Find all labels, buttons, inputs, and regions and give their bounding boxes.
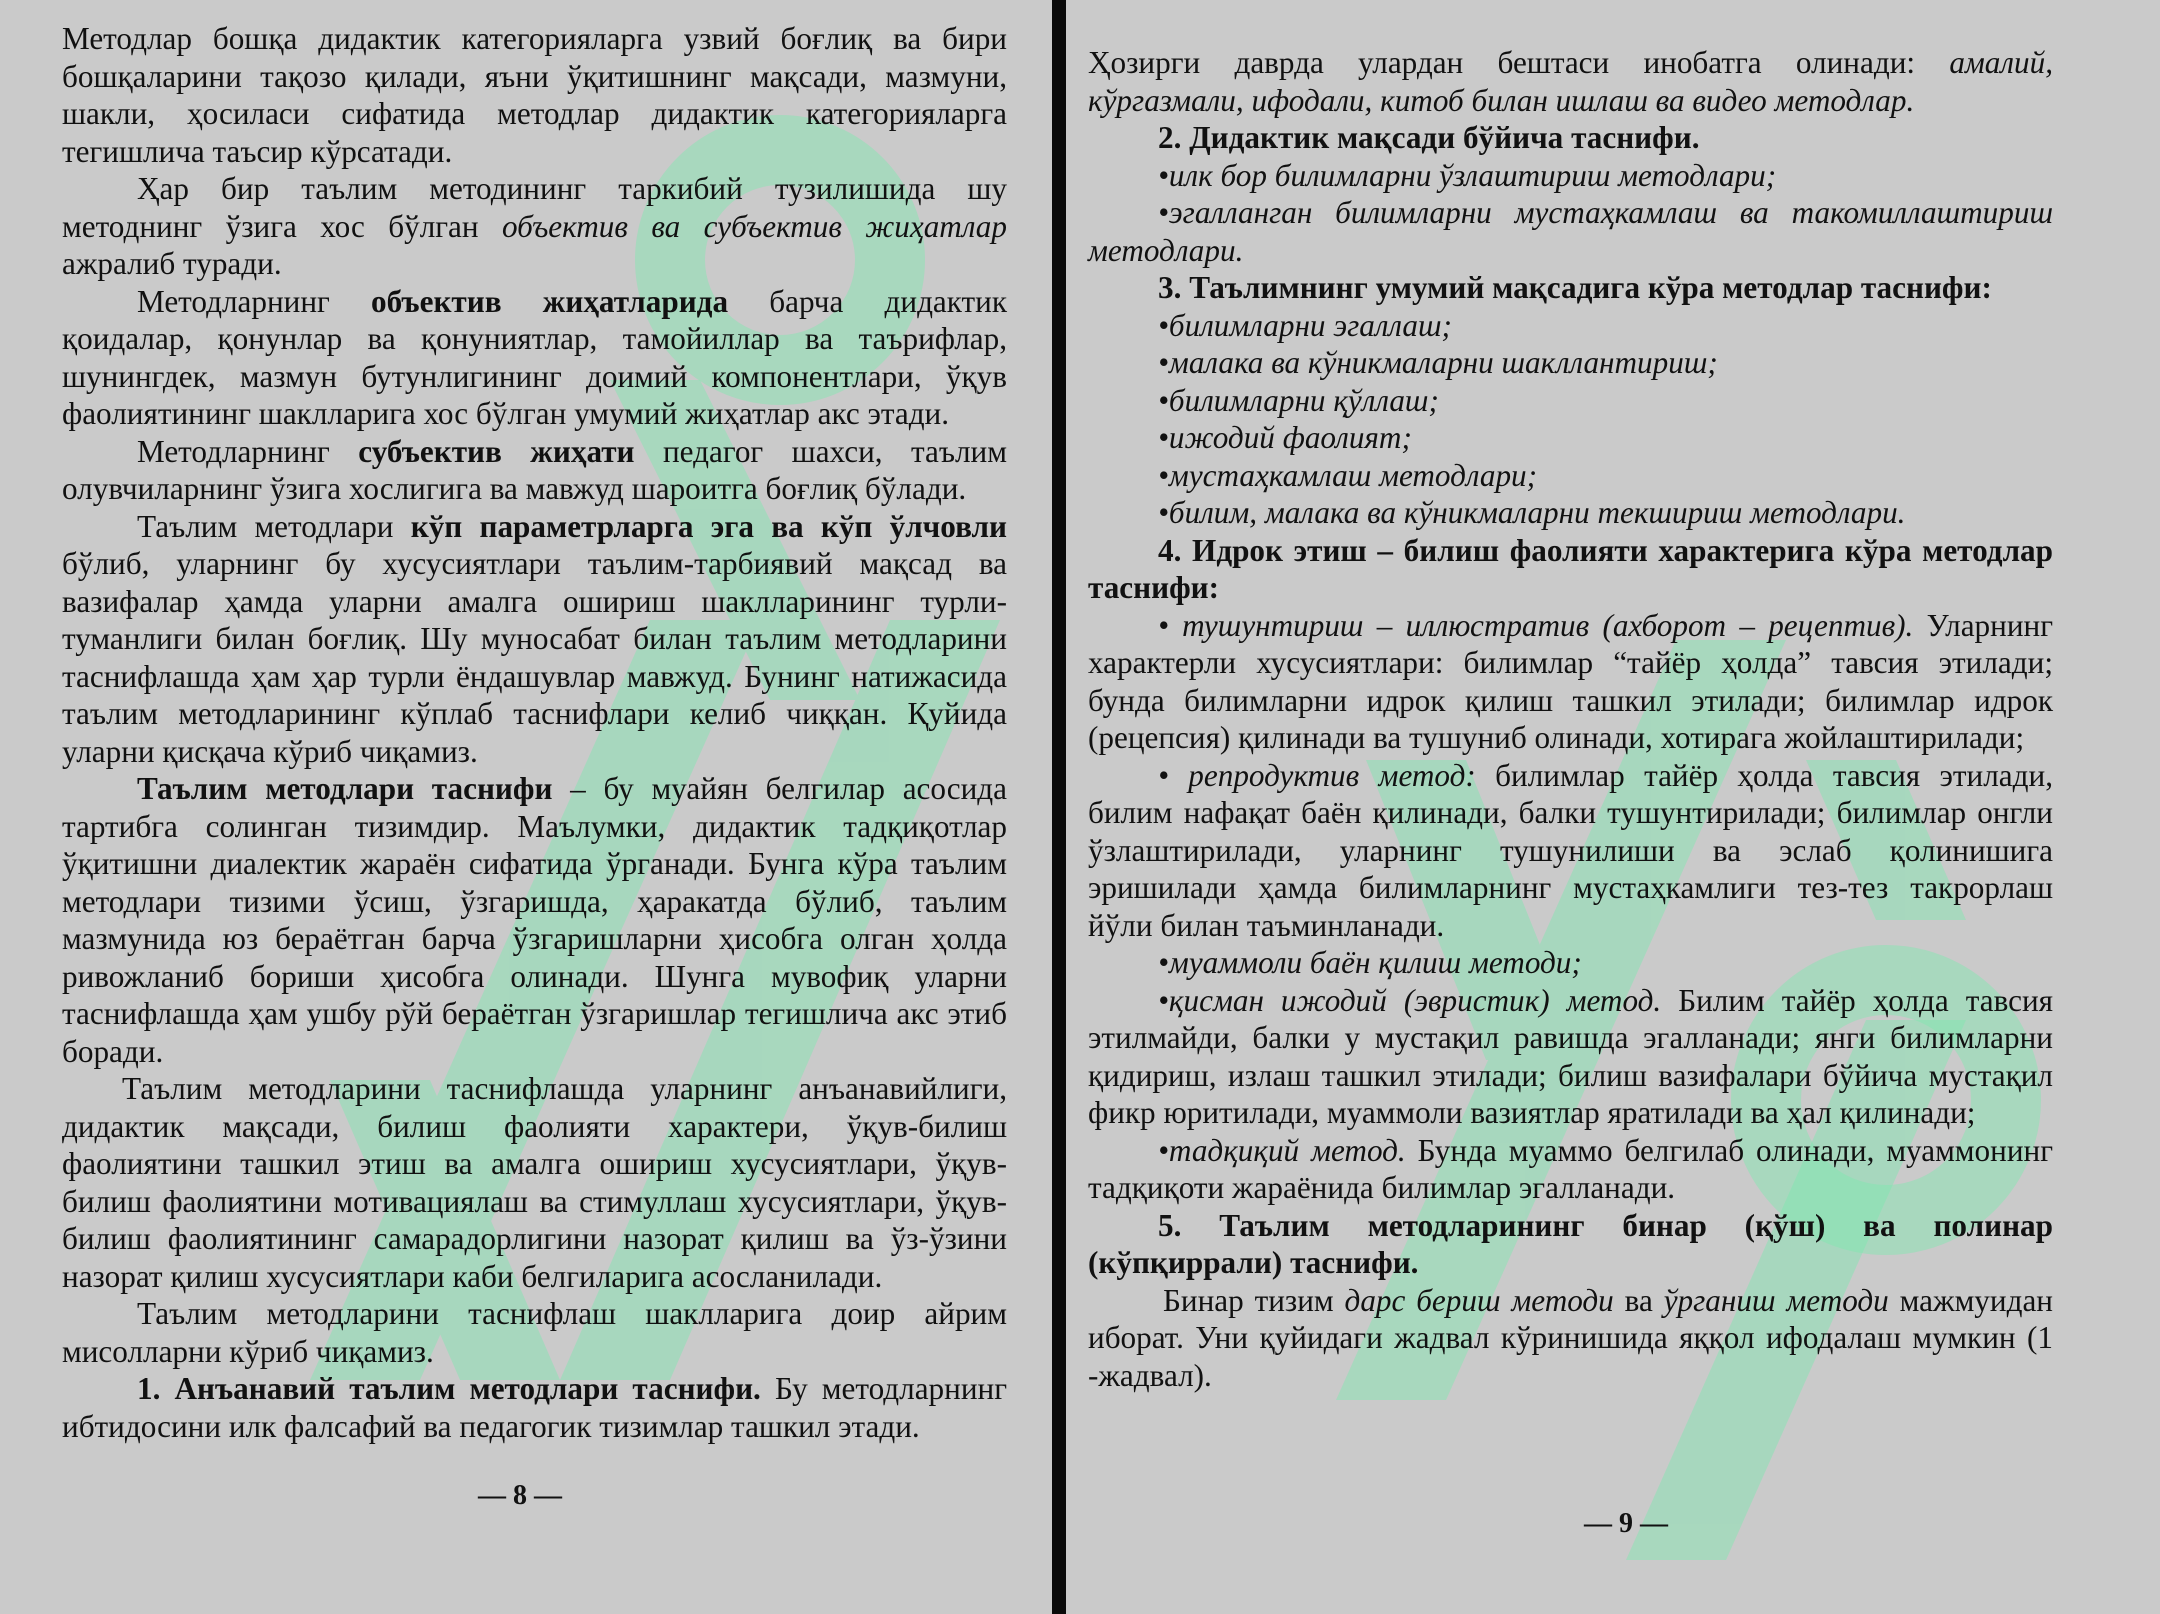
emphasis-text: объектив ва субъектив жиҳатлар	[501, 208, 1007, 244]
emphasis-text: дарс бериш методи	[1344, 1282, 1614, 1318]
page-number: — 9 —	[1584, 1508, 1668, 1539]
paragraph-text: Методлар бошқа дидактик категорияларга узвий боғлиқ ва бири бошқаларини тақозо қилади, яъни ўқитишнинг мақсади, мазмуни, шакли, ҳосиласи сифатида методлар дидактик категорияларга тегишлича таъсир кўрсатади.	[62, 21, 1007, 169]
paragraph-text: – бу муайян белгилар асосида тартибга солинган тизимдир. Маълумки, дидактик тадқиқотлар ўқитишни диалектик жараён сифатида ўрганади. Бунга кўра таълим методлари тизими ўсиш, ўзгаришда, ҳаракатда бўлиб, таълим мазмунида юз бераётган барча ўзгаришларни ҳисобга олган ҳолда ривожланиб бориши ҳисобга олинади. Шунга мувофиқ уларни таснифлашда ҳам ушбу рўй бераётган ўзгаришлар тегишлича акс этиб боради.	[62, 771, 1007, 1069]
list-item-text: •билимларни қўллаш;	[1158, 382, 1439, 418]
paragraph-text: Бу методларнинг ибтидосини илк фалсафий ва педагогик тизимлар ташкил этади.	[62, 1371, 1007, 1444]
paragraph	[62, 1370, 1007, 1445]
list-item-text: Билим тайёр ҳолда тавсия этилмайди, балки у мустақил равишда эгалланади; янги билимларни қидириш, излаш ташкил этилади; билиш вазифалари бўйича мустақил фикр юритилади, муаммоли вазиятлар яратилади ва ҳал қилинади;	[1088, 982, 2054, 1130]
list-item	[1088, 457, 2053, 495]
paragraph	[62, 283, 1007, 433]
list-item-text: Уларнинг характерли хусусиятлари: билимлар “тайёр ҳолда” тавсия этилади; бунда билимларни идрок қилиш ташкил этилади; билимлар идрок (рецепсия) қилинади ва тушуниб олинади, хотирага жойлаштирилади;	[1088, 607, 2053, 755]
paragraph-text: Таълим методларини таснифлаш шаклларига доир айрим мисолларни кўриб чиқамиз.	[62, 1296, 1007, 1369]
section-heading: 1. Анъанавий таълим методлари таснифи.	[137, 1371, 761, 1406]
bold-term: Таълим методлари таснифи	[137, 771, 553, 806]
section-heading: 2. Дидактик мақсади бўйича таснифи.	[1158, 120, 1700, 155]
list-item-term: •муаммоли баён қилиш методи;	[1158, 945, 1582, 980]
list-item	[1088, 607, 2053, 757]
bold-term: кўп параметрларга эга ва кўп ўлчовли	[410, 508, 1007, 544]
paragraph	[62, 1070, 1007, 1295]
emphasis-text: амалий, кўргазмали, ифодали, китоб билан ишлаш ва видео методлар.	[1088, 45, 2053, 118]
section-heading: 3. Таълимнинг умумий мақсадига кўра методлар таснифи:	[1158, 270, 1992, 305]
paragraph-text: мажмуидан иборат. Уни қуйидаги жадвал кўринишида яққол ифодалаш мумкин (1 -жадвал).	[1088, 1282, 2053, 1393]
list-item	[1088, 982, 2053, 1132]
list-item-term: •тадқиқий метод.	[1158, 1132, 1406, 1168]
left-page-text	[62, 20, 1007, 1445]
paragraph-text: Ҳар бир таълим методининг таркибий тузилишида шу методнинг ўзига хос бўлган	[62, 171, 1007, 244]
section-heading: 4. Идрок этиш – билиш фаолияти характерига кўра методлар таснифи:	[1088, 532, 2053, 605]
paragraph-text: Ҳозирги даврда улардан бештаси инобатга олинади:	[1088, 45, 1950, 80]
page-number: — 8 —	[478, 1480, 562, 1511]
list-item	[1088, 307, 2053, 345]
right-page	[1066, 0, 2160, 1614]
list-item	[1088, 344, 2053, 382]
paragraph	[1088, 44, 2053, 119]
list-item	[1088, 419, 2053, 457]
book-gutter	[1052, 0, 1066, 1614]
paragraph-text: Таълим методлари	[137, 508, 411, 544]
paragraph-text: Таълим методларини таснифлашда уларнинг анъанавийлиги, дидактик мақсади, билиш фаолияти характери, ўқув-билиш фаолиятини ташкил этиш ва амалга ошириш хусусиятлари, ўқув-билиш фаолиятини мотивациялаш ва стимуллаш хусусиятлари, ўқув-билиш фаолиятининг самарадорлигини назорат қилиш ва ўз-ўзини назорат қилиш хусусиятлари каби белгиларига асосланилади.	[62, 1071, 1007, 1294]
list-item-text: •билим, малака ва кўникмаларни текшириш методлари.	[1158, 495, 1906, 530]
paragraph	[62, 170, 1007, 283]
list-item	[1088, 494, 2053, 532]
list-item-text: •билимларни эгаллаш;	[1158, 307, 1452, 343]
left-page	[0, 0, 1052, 1614]
right-page-text	[1088, 44, 2053, 1394]
list-item	[1088, 944, 2053, 982]
list-item-term: • тушунтириш – иллюстратив (ахборот – рецептив).	[1158, 607, 1914, 643]
list-item	[1088, 382, 2053, 420]
list-item-text: •малака ва кўникмаларни шакллантириш;	[1158, 345, 1718, 380]
paragraph	[1088, 1282, 2053, 1395]
list-item-text: •эгалланган билимларни мустаҳкамлаш ва такомиллаштириш методлари.	[1088, 195, 2053, 268]
list-item-text: •илк бор билимларни ўзлаштириш методлари;	[1158, 157, 1777, 193]
list-item	[1088, 157, 2053, 195]
section-heading: 5. Таълим методларининг бинар (қўш) ва полинар (кўпқиррали) таснифи.	[1088, 1207, 2053, 1280]
paragraph-text: Методларнинг	[137, 283, 372, 319]
list-item	[1088, 757, 2053, 945]
list-item-text: билимлар тайёр ҳолда тавсия этилади, билим нафақат баён қилинади, балки тушунтирилади; билимлар онгли ўзлаштирилади, уларнинг тушунилиши ва эслаб қолинишига эришилади ҳамда билимларнинг мустаҳкамлиги тез-тез такрорлаш йўли билан таъминланади.	[1088, 757, 2053, 943]
paragraph-text: Бинар тизим	[1163, 1282, 1345, 1318]
paragraph	[62, 508, 1007, 771]
bold-term: субъектив жиҳати	[358, 433, 635, 469]
paragraph-text: ажралиб туради.	[62, 246, 282, 281]
paragraph	[62, 770, 1007, 1070]
paragraph	[62, 433, 1007, 508]
paragraph	[62, 1295, 1007, 1370]
emphasis-text: ўрганиш методи	[1663, 1282, 1889, 1318]
paragraph-text: барча дидактик қоидалар, қонунлар ва қонуниятлар, тамойиллар ва таърифлар, шунингдек, мазмун бутунлигининг доимий компонентлари, ўқув фаолиятининг шаклларига хос бўлган умумий жиҳатлар акс этади.	[62, 283, 1007, 431]
list-item-term: • репродуктив метод:	[1158, 757, 1476, 793]
list-item-text: •ижодий фаолият;	[1158, 420, 1412, 455]
list-item-term: •қисман ижодий (эвристик) метод.	[1158, 982, 1662, 1018]
paragraph-text: Методларнинг	[137, 433, 359, 469]
list-item	[1088, 194, 2053, 269]
paragraph-text: ва	[1613, 1282, 1664, 1318]
bold-term: объектив жиҳатларида	[371, 283, 729, 319]
list-item	[1088, 1132, 2053, 1207]
paragraph-text: бўлиб, уларнинг бу хусусиятлари таълим-тарбиявий мақсад ва вазифалар ҳамда уларни амалга ошириш шаклларининг турли-туманлиги билан боғлиқ. Шу муносабат билан таълим методларини таснифлашда ҳам ҳар турли ёндашувлар мавжуд. Бунинг натижасида таълим методларининг кўплаб таснифлари келиб чиққан. Қуйида уларни қисқача кўриб чиқамиз.	[62, 546, 1007, 769]
list-item-text: •мустаҳкамлаш методлари;	[1158, 457, 1538, 493]
list-item-text: Бунда муаммо белгилаб олинади, муаммонинг тадқиқоти жараёнида билимлар эгалланади.	[1088, 1132, 2054, 1205]
paragraph-text: педагог шахси, таълим олувчиларнинг ўзига хослигига ва мавжуд шароитга боғлиқ бўлади.	[62, 433, 1007, 506]
paragraph	[62, 20, 1007, 170]
